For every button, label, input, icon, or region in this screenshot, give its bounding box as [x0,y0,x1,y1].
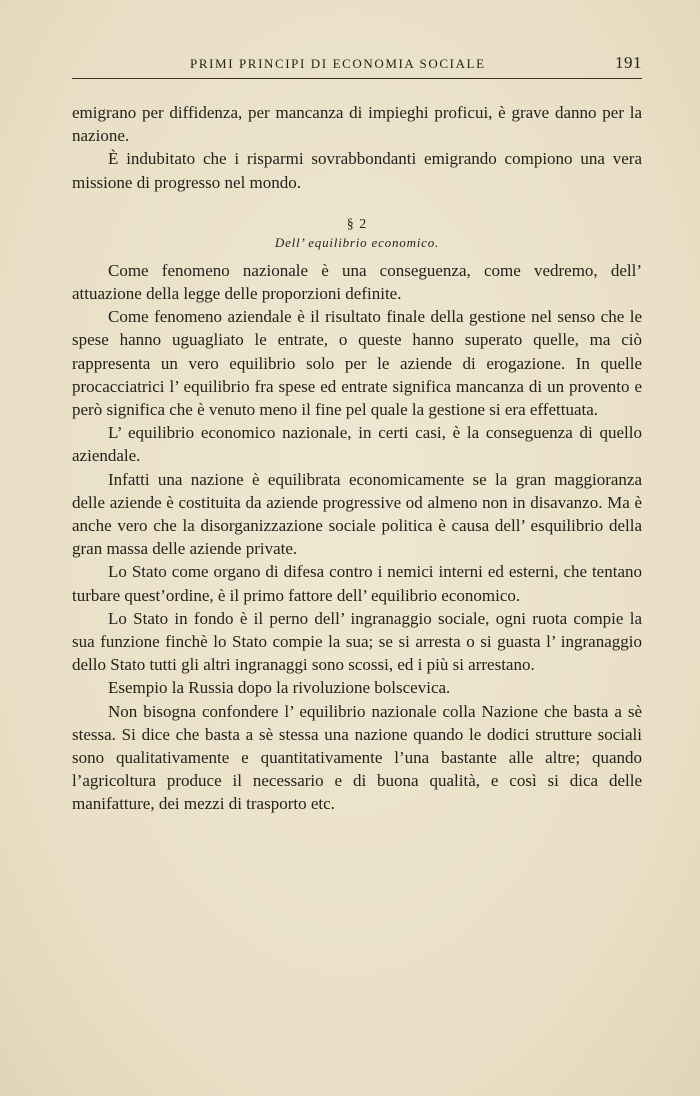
paragraph: Infatti una nazione è equilibrata economicamente se la gran maggioranza delle aziende è costituita da aziende progressive od almeno non in disavanzo. Ma è anche vero che la disorganizzazione sociale politica è causa dell’ esquilibrio della gran massa delle aziende private. [72,469,642,559]
section-number: § 2 [346,216,368,232]
running-head [72,52,642,79]
paragraph: Esempio la Russia dopo la rivoluzione bolscevica. [108,678,451,698]
paragraph: Come fenomeno nazionale è una conseguenza, come vedremo, dell’ attuazione della legge delle proporzioni definite. [72,260,642,304]
paragraph: Come fenomeno aziendale è il risultato finale della gestione nel senso che le spese hanno uguagliato le entrate, o queste hanno superato quelle, ma ciò rappresenta un vero equilibrio solo per le aziende di erogazione. In quelle procacciatrici l’ equilibrio fra spese ed entrate significa mancanza di un provento e però significa che è venuto meno il fine pel quale la gestione si era effettuata. [72,307,642,420]
page-number: 191 [615,53,642,72]
paragraph: emigrano per diffidenza, per mancanza di impieghi proficui, è grave danno per la nazione. [72,103,642,146]
paragraph: Non bisogna confondere l’ equilibrio nazionale colla Nazione che basta a sè stessa. Si dice che basta a sè stessa una nazione quando le dodici strutture sociali sono qualitativamente e quantitativamente l’una bastante alle altre; quando l’agricoltura produce il necessario e di buona qualità, e così si dica delle manifatture, dei mezzi di trasporto etc. [72,701,642,814]
body-text [72,101,642,816]
section-title: Dell’ equilibrio economico. [274,234,440,250]
section-heading [72,215,642,251]
paragraph: Lo Stato in fondo è il perno dell’ ingranaggio sociale, ogni ruota compie la sua funzione finchè lo Stato compie la sua; se si arresta o si guasta l’ ingranaggio dello Stato tutti gli altri ingranaggi sono scossi, ed i più si arrestano. [72,608,642,675]
running-title: PRIMI PRINCIPI DI ECONOMIA SOCIALE [190,56,486,71]
paragraph: È indubitato che i risparmi sovrabbondanti emigrando compiono una vera missione di progresso nel mondo. [72,149,642,192]
paragraph: L’ equilibrio economico nazionale, in certi casi, è la conseguenza di quello aziendale. [72,423,642,466]
paragraph: Lo Stato come organo di difesa contro i nemici interni ed esterni, che tentano turbare quest’ordine, è il primo fattore dell’ equilibrio economico. [72,562,642,605]
